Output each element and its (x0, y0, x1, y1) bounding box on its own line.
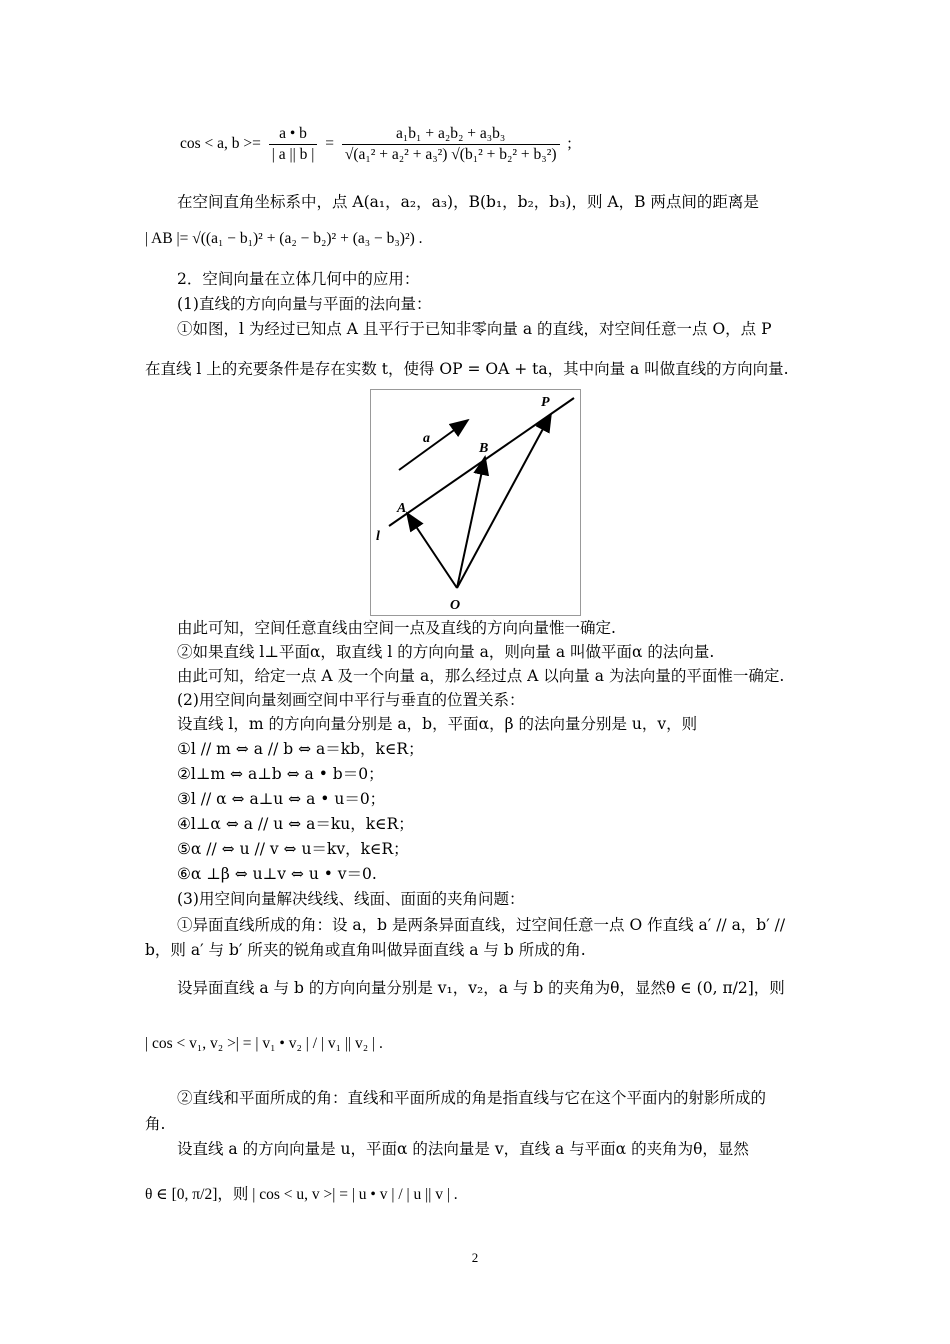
subsection-title: (2)用空间向量刻画空间中平行与垂直的位置关系： (177, 691, 525, 709)
formula-lhs: cos < a, b >= (180, 135, 261, 153)
label-P: P (541, 395, 550, 410)
formula-end: ; (567, 135, 572, 153)
formula-frac-dot (269, 124, 318, 165)
label-O: O (450, 598, 461, 613)
label-l: l (376, 529, 380, 544)
formula-cos-ab (180, 124, 572, 165)
vector-OA-arrow (407, 513, 457, 588)
relation-item: ③l // α ⇔ a⊥u ⇔ a • u＝0； (177, 790, 386, 808)
page-number: 2 (471, 1250, 479, 1265)
frac-denominator: | a || b | (271, 146, 315, 163)
paragraph: 设直线 l，m 的方向向量分别是 a，b，平面α，β 的法向量分别是 u，v，则 (177, 715, 698, 733)
vector-OP-arrow (457, 414, 551, 588)
formula-skew-angle: | cos < v₁, v₂ >| = | v₁ • v₂ | / | v₁ || v₂ | . (145, 1035, 383, 1052)
vector-figure (370, 389, 581, 616)
paragraph: 设异面直线 a 与 b 的方向向量分别是 v₁，v₂，a 与 b 的夹角为θ，显然θ ∈ (0, π/2]，则 (177, 979, 785, 997)
paragraph: 角. (145, 1115, 166, 1133)
paragraph: ①异面直线所成的角：设 a，b 是两条异面直线，过空间任意一点 O 作直线 a′ // a，b′ // (177, 916, 786, 934)
frac-numerator: a • b (269, 124, 318, 145)
frac-denominator: √(a₁² + a₂² + a₃²) √(b₁² + b₂² + b₃²) (344, 146, 557, 163)
paragraph-distance: 在空间直角坐标系中，点 A(a₁，a₂，a₃)，B(b₁，b₂，b₃)，则 A，B 两点间的距离是 (177, 193, 759, 211)
line-l (389, 398, 574, 526)
paragraph: ②直线和平面所成的角：直线和平面所成的角是指直线与它在这个平面内的射影所成的 (177, 1089, 767, 1107)
paragraph: 由此可知，给定一点 A 及一个向量 a，那么经过点 A 以向量 a 为法向量的平面惟一确定. (177, 667, 785, 685)
frac-numerator: a₁b₁ + a₂b₂ + a₃b₃ (342, 124, 560, 145)
relation-item: ④l⊥α ⇔ a // u ⇔ a＝ku，k∈R； (177, 815, 414, 833)
paragraph: ②如果直线 l⊥平面α，取直线 l 的方向向量 a，则向量 a 叫做平面α 的法向量. (177, 643, 715, 661)
label-B: B (479, 441, 489, 456)
figure-diagram (371, 390, 580, 615)
paragraph: 由此可知，空间任意直线由空间一点及直线的方向向量惟一确定. (177, 619, 616, 637)
section-title: 2．空间向量在立体几何中的应用： (177, 270, 420, 288)
relation-item: ⑤α // ⇔ u // v ⇔ u＝kv，k∈R； (177, 840, 409, 858)
formula-line-plane-angle: θ ∈ [0, π/2]，则 | cos < u, v >| = | u • v | / | u || v | . (145, 1186, 458, 1203)
relation-item: ②l⊥m ⇔ a⊥b ⇔ a • b＝0； (177, 765, 384, 783)
formula-equals: = (325, 135, 334, 153)
subsection-title: (3)用空间向量解决线线、线面、面面的夹角问题： (177, 890, 525, 908)
formula-frac-coords (342, 124, 560, 165)
formula-distance: | AB |= √((a₁ − b₁)² + (a₂ − b₂)² + (a₃ − b₃)²) . (145, 230, 423, 247)
paragraph: b，则 a′ 与 b′ 所夹的锐角或直角叫做异面直线 a 与 b 所成的角. (145, 941, 586, 959)
label-a: a (423, 431, 430, 446)
paragraph: ①如图，l 为经过已知点 A 且平行于已知非零向量 a 的直线，对空间任意一点 O，点 P (177, 320, 772, 338)
paragraph: 在直线 l 上的充要条件是存在实数 t，使得 OP = OA + ta，其中向量 a 叫做直线的方向向量. (145, 360, 789, 378)
relation-item: ⑥α ⊥β ⇔ u⊥v ⇔ u • v＝0. (177, 865, 377, 883)
vector-a-arrow (399, 420, 468, 470)
label-A: A (397, 501, 407, 516)
subsection-title: (1)直线的方向向量与平面的法向量： (177, 295, 432, 313)
relation-item: ①l // m ⇔ a // b ⇔ a＝kb，k∈R； (177, 740, 424, 758)
paragraph: 设直线 a 的方向向量是 u，平面α 的法向量是 v，直线 a 与平面α 的夹角为θ，显然 (177, 1140, 749, 1158)
